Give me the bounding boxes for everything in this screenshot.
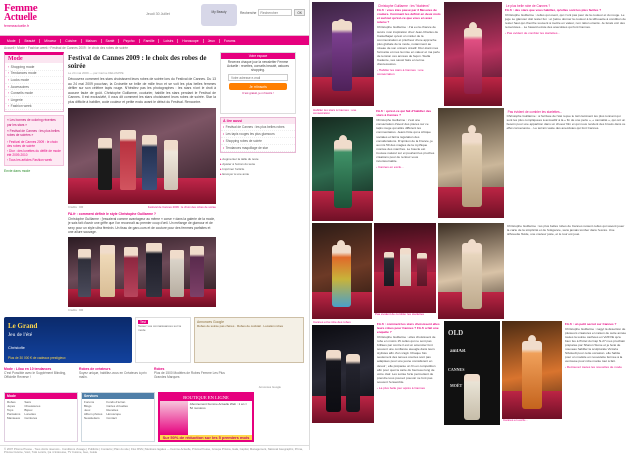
newsletter-subscribe-button[interactable]: Je m'inscris xyxy=(229,83,287,90)
search-label: Recherche xyxy=(239,10,257,15)
nav-item-psycho[interactable]: Psycho xyxy=(119,39,139,43)
photo-nude-gown[interactable] xyxy=(438,223,504,319)
photo-figure-4 xyxy=(164,140,178,190)
gallery-cell-text-2 xyxy=(504,2,628,106)
text-2-heading: Le plus belle robe de Cannes ? xyxy=(506,3,551,8)
directory-services-cols xyxy=(82,399,154,421)
photo-credit: Crédits : DR xyxy=(68,204,84,209)
mode-menu xyxy=(4,52,64,112)
sidebar-promo xyxy=(4,115,64,166)
nav-item-loisirs[interactable]: Loisirs xyxy=(159,39,178,43)
related-item-2[interactable]: • Les tapis rouges les plus glamours xyxy=(221,131,295,138)
gallery-cell-photo-orange[interactable] xyxy=(502,321,562,425)
left-sidebar xyxy=(4,52,64,313)
promo-line2: « Festival de Cannes : les plus belles robes de soirées » xyxy=(7,128,60,138)
contest-brand: Christofle xyxy=(8,344,25,350)
related-item-3[interactable]: • Shopping robes de soirée xyxy=(221,138,295,145)
site-logo[interactable] xyxy=(4,3,37,23)
gallery-row-4 xyxy=(312,321,628,425)
dir-link[interactable]: Bijoux xyxy=(24,407,33,412)
dir-link[interactable]: Pantalons xyxy=(7,411,21,416)
gallery-cell-photo-rainbow[interactable] xyxy=(312,223,372,319)
dir-link[interactable]: Blogs xyxy=(84,403,92,408)
page-title: Festival de Cannes 2009 : le choix des robes de soirée xyxy=(68,54,207,70)
mybeauty-badge[interactable]: My Beauty xyxy=(201,4,237,26)
adsense-label: Annonces Google xyxy=(258,384,281,389)
text-7-question: FA.fr : un petit secret sur Cannes ? xyxy=(565,321,617,326)
dir-link[interactable]: Contact xyxy=(106,415,117,420)
photo-purple-dress[interactable] xyxy=(312,2,374,106)
gallery-cell-text-5 xyxy=(506,223,628,319)
boutique-title: BOUTIQUE EN LIGNE xyxy=(160,394,252,401)
search-input[interactable] xyxy=(258,9,292,16)
directory-mode xyxy=(4,392,78,442)
logo-line1: Femme xyxy=(4,2,38,14)
gallery-grid xyxy=(312,2,628,448)
gallery-cell-photo-beige[interactable] xyxy=(438,108,503,221)
nav-item-mode[interactable]: Mode xyxy=(3,39,20,43)
directory-services-col2[interactable] xyxy=(106,400,128,420)
text-7-body: Christophe Guillarme : nagyt la désertion de plusieurs créatures en raison de cette année toutes la soirée cachées en VofFVE qu'a bien fes à l'hôtel du Cap N-27 mes prochain préparée par Sharon Stone et je ferai de nouveau habiller la sculpturale Victoria Silvstedt pour cette occasion. elle habite pour un modèle en nouvelette fermée à la ventouse pour robe mante tout à fait. xyxy=(565,326,627,364)
figure-body xyxy=(384,252,394,286)
nav-item-beaute[interactable]: Beauté xyxy=(20,39,40,43)
photo2-figure-2 xyxy=(100,245,115,297)
row3-caption: Pas évident de combler les starlettes xyxy=(375,312,425,317)
boutique-sale-badge: Sur 50% de réduction sur les 5 premiers mois xyxy=(160,435,252,440)
sponsor-logo-wall: OLD amfAR CANNES MOËT xyxy=(444,321,500,425)
newsletter-note: C'est gratuit, je m'inscris ! xyxy=(242,91,274,95)
ads-banner xyxy=(194,317,304,363)
ads-links[interactable]: Robes de soirée pas chères · Robes de cocktail · Location robes xyxy=(197,323,284,328)
gallery-cell-photo-black[interactable] xyxy=(312,321,374,425)
text-3-more-link[interactable]: › Cannes en exclu... xyxy=(376,164,404,169)
gallery-cell-text-1 xyxy=(376,2,442,106)
mode-menu-list xyxy=(5,63,63,111)
content-columns xyxy=(0,52,309,313)
sidebar-item-conseils[interactable]: › Conseils mode xyxy=(5,90,63,97)
sidebar-item-tendances[interactable]: › Tendances mode xyxy=(5,71,63,78)
sidebar-item-shopping[interactable]: › Shopping mode xyxy=(5,64,63,71)
gallery-cell-photo-green[interactable] xyxy=(312,108,373,221)
text-2-body: Christophe Guillarme : celles qui osent, qui n'ont pas peur de la couleur et du rouge. Le juge Le glamour doit rester fun : et j'aime donner la couleur à la silhouette à condition de rester haut qui cherche souvent à mettre en valeur, non ration orienté. Je ferais voir des remerciées... Le hasard existe des anecdotes qui font Cannes. xyxy=(505,13,626,30)
figure-body xyxy=(332,245,351,307)
right-sidebar xyxy=(220,52,296,313)
figure-body xyxy=(522,341,542,409)
gallery-cell-photo-crowd[interactable] xyxy=(374,223,436,319)
red-carpet xyxy=(312,396,374,423)
promo-row xyxy=(0,367,309,392)
nav-item-sante[interactable]: Santé xyxy=(102,39,120,43)
text-2-more-link[interactable]: › Pas évident de combler les starlettes... xyxy=(505,31,561,36)
promo-2[interactable] xyxy=(79,367,151,389)
promo-link-3[interactable]: › Tous les articles Fashion week xyxy=(7,157,53,162)
search-button[interactable]: OK xyxy=(294,9,305,16)
promo-3-text: Plus de 1500 Modèles de Robes Femme Les Plus Grandes Marques xyxy=(154,370,225,379)
promo-2-text: Soyez unique, habillez-vous en Créateurs à prix malin. xyxy=(79,370,147,379)
photo2-figure-4 xyxy=(146,243,162,297)
dir-link[interactable]: Album photos xyxy=(84,411,103,416)
photo-figure-1 xyxy=(98,138,112,190)
main-nav xyxy=(0,36,309,45)
gallery-cell-text-3 xyxy=(375,108,436,218)
logo-line2: Actuelle xyxy=(4,12,37,23)
nav-item-forums[interactable]: Forums xyxy=(223,38,236,43)
photo2-figure-5 xyxy=(170,250,184,297)
photo-black-dress-pair[interactable] xyxy=(312,325,374,423)
text-6-body: Christophe Guillarme : elles choisissent de robe en moins 15 celles qui ne sont pas brillées par contre il est un amoncier font souvent une confiance aveugle dans leurs stylistes afin d'un s'agit. Chaque fois seulement des tenues courtes sont pas adaptées pour une jeune considèrent en devoir ; elle préparée un fin en compétition afin pour quoi la carte du fourreau long de votre clair. Les soirée forte permettent de prendre tous pouvez pouvoir ne font pas souvent l'ensemble. xyxy=(377,334,436,384)
search-area xyxy=(240,9,305,16)
dir-link[interactable]: Newsletters xyxy=(84,415,100,420)
article-main-photo[interactable] xyxy=(68,108,216,204)
boutique-box[interactable] xyxy=(158,392,254,442)
dir-link[interactable]: Lunettes xyxy=(24,411,36,416)
nav-item-horoscope[interactable]: Horoscope xyxy=(178,39,203,43)
promo-link-2[interactable]: › Dior : des lunettes du défilé de mode été 2009-2010 xyxy=(7,148,61,157)
gallery-cell-text-7 xyxy=(564,321,628,425)
related-item-4[interactable]: • Tendances maquillage de star xyxy=(221,145,295,152)
gallery-cell-photo-purple[interactable] xyxy=(312,2,374,106)
nav-item-cuisine[interactable]: Cuisine xyxy=(61,39,81,43)
photo-rainbow-dress[interactable] xyxy=(312,223,372,319)
promo-3[interactable] xyxy=(154,367,226,389)
photo-beige-gown[interactable] xyxy=(438,108,503,218)
dir-link[interactable]: Tops xyxy=(7,407,14,412)
website-column xyxy=(0,0,310,455)
site-footer: © 2007 Prisma Presse - Tous droits réservés - Conditions d'usage | Publicité | Contacts | Plan du site | Flux RSS | Mentions légales — Femme Actuelle, Prisma Presse, Groupe Prisma, Gala, Capital, Management, National Géographic, Prima, Prisma Cuisine, Voici, Télé Loisirs, Ça m'intéresse, TV Cuisine, Geo, Guide xyxy=(0,445,309,457)
send-button[interactable]: ▸ Envoyer à une amie xyxy=(220,171,266,176)
newsletter-body: Recevez chaque jour la newsletter Femme Actuelle : recettes, conseils beauté, astuces shopping. xyxy=(226,60,289,72)
text-7-more-link[interactable]: › Retrouvez toutes les nouvelles de mode xyxy=(565,365,622,370)
breadcrumb: Accueil › Mode › Fashion week › Festival de Cannes 2009 : le choix des robes de soirée xyxy=(4,46,129,50)
promo-line1: « Les bonnes de coloring récentes par les stars » xyxy=(7,118,56,127)
gallery-row-2 xyxy=(312,108,628,221)
dir-link[interactable]: Fonds d'écran xyxy=(106,399,126,404)
photo2-figure-6 xyxy=(190,246,204,297)
sidebar-green-link[interactable]: Envie dans mode xyxy=(4,168,31,173)
figure-body xyxy=(326,350,341,412)
figure-body xyxy=(400,248,411,286)
current-date: Jeudi 30 Juillet xyxy=(146,12,170,16)
dir-link[interactable]: Chaussures xyxy=(24,403,41,408)
figure-body xyxy=(462,133,482,207)
figure-body xyxy=(334,140,352,208)
dir-link[interactable]: Sacs xyxy=(24,399,32,404)
gallery-cell-photo-pink[interactable] xyxy=(444,2,502,106)
ads-title: Annonces Google xyxy=(197,319,224,324)
promo-1[interactable] xyxy=(4,367,76,389)
gallery-row-1 xyxy=(312,2,628,106)
photo2-figure-1 xyxy=(78,249,91,297)
figure-head xyxy=(337,19,346,29)
sidebar-item-looks[interactable]: › Looks mode xyxy=(5,77,63,84)
sidebar-item-accessoires[interactable]: › Accessoires xyxy=(5,84,63,91)
photo-caption-row xyxy=(68,204,216,210)
article-tools xyxy=(220,156,296,176)
article-faq xyxy=(68,212,216,235)
nav-item-jeux[interactable]: Jeux xyxy=(204,39,220,43)
newsletter-email-input[interactable] xyxy=(228,74,288,81)
nav-item-maison[interactable]: Maison xyxy=(82,39,102,43)
boutique-body xyxy=(160,401,252,435)
text-1-question: FA.fr : vous êtes passé par 3 Mesures de couture. Comment les définir en deux mots et surtout qu'est-ce que vous en avez retenu ? xyxy=(377,8,441,25)
test-banner[interactable] xyxy=(135,317,191,363)
directory-mode-col2[interactable] xyxy=(24,400,40,420)
directory-services-col1[interactable] xyxy=(84,400,102,420)
article-second-photo[interactable] xyxy=(68,237,216,307)
mode-menu-title: Mode xyxy=(5,55,63,63)
test-text: Testez vos connaissances sur la mode xyxy=(138,323,182,332)
text-3-body: Christophe Guillarme : c'est une consécration d'avoir des pièces sur ce tapis rouge qui attire diffèrent les commentaires. Jeans hôte qui a critique sociales et fait la régulation des considérations. D'opinion de la France, je au mis 50 des magies de la mythique montée des marches. Le boucle est trouvée naturel sur et pourtant les proches créations pour de rentrez-vous incontournable. xyxy=(376,118,435,164)
row4-caption-1: Cannes et la robe des robes xyxy=(313,320,351,325)
text-6-question: FA.fr : comment les stars choisissent elles leurs robes pour Cannes ? FA.fr a fait une enquête ? xyxy=(377,321,440,334)
footer-directories xyxy=(0,392,309,442)
row4-caption-2: Cannes en exclu... xyxy=(503,418,528,423)
photo-orange-gown[interactable] xyxy=(502,321,562,419)
directory-services xyxy=(81,392,155,442)
faq-question-1: FA.fr : comment définir le style Christophe Guillarme ? xyxy=(68,211,156,216)
photo-red-carpet-pink[interactable] xyxy=(444,2,502,106)
gallery-cell-text-4 xyxy=(506,108,628,218)
related-title: À lire aussi xyxy=(221,118,295,124)
text-1-heading: Christophe Guillarme : les "blabiens" xyxy=(378,3,430,8)
contest-banner[interactable] xyxy=(4,317,132,363)
text-3-question: FA.fr : qu'est-ce qui fait d'habiller des stars à Cannes ? xyxy=(376,109,432,118)
gallery-cell-text-6 xyxy=(376,321,442,425)
dir-link[interactable]: Ceintures xyxy=(24,415,38,420)
figure-body xyxy=(462,243,482,309)
promo-link-1[interactable]: › Festival de Cannes 2009 : le choix des robes de soirée xyxy=(7,139,58,148)
test-tag: Test xyxy=(140,319,146,324)
nav-item-minceur[interactable]: Minceur xyxy=(40,39,61,43)
directory-mode-col1[interactable] xyxy=(7,400,20,420)
gallery-column xyxy=(310,0,630,450)
zoom-in-button[interactable]: ▸ Augmenter la taille du texte xyxy=(220,156,266,161)
photo-figure-2 xyxy=(120,130,136,190)
dir-link[interactable]: Robes xyxy=(7,399,16,404)
dir-link[interactable]: Manteaux xyxy=(7,415,21,420)
figure-head xyxy=(339,135,347,144)
photo-green-gown[interactable] xyxy=(312,117,373,221)
text-5-body: Christophe Guillarme : les plus belles robes de Cannes restent celles qui savent jouer la carte de la simplicité et de l'élégance, sans jamais tomber dans l'excès. Une silhouette fluide, une couleur juste, et le tour est joué. xyxy=(507,223,625,236)
photo-title: Festival de Cannes 2009 : le choix des robes de soirée xyxy=(147,204,216,209)
dir-link[interactable]: Jeux xyxy=(84,407,91,412)
text-4-heading: Pas évident de combler les starlettes... xyxy=(507,109,563,114)
newsletter-box xyxy=(220,52,296,114)
directory-mode-cols xyxy=(5,399,77,421)
photo-sponsor-wall[interactable] xyxy=(444,321,500,425)
contest-title: Le Grand xyxy=(8,321,38,330)
dir-link[interactable]: Jupes xyxy=(7,403,16,408)
contest-prize: Plus de 30 000 € de cadeaux prestigieux xyxy=(8,355,66,360)
promo-1-title: Mode : Lilou en 10 tendances xyxy=(4,366,52,371)
row2-caption-1: Habiller les stars à Cannes : une consécration xyxy=(313,108,357,116)
article-column xyxy=(68,52,216,313)
text-1-body: Christophe Guillarme : J'ai eu la chance de suivre mon inspiration chez Jean-Charles de Castelbajac qu'est un métier de la communication et prêcheur d'une approche plus globale de la mode, notamment au niveau de son univers créatif. Dior étant mes formante et mes la mise en valeur et ma perle de tension ces années de façon. Stella Cadente, ses savoir faire en terme d'accessoires. xyxy=(377,25,440,67)
text-1-more-link[interactable]: › Habiller les stars à Cannes : une consécration xyxy=(377,67,424,76)
logo-url: femmeactuelle.fr xyxy=(4,24,30,28)
dir-link[interactable]: Recettes xyxy=(106,407,119,412)
article-lead: Découvrez comment les stars choisissent leurs robes de soirée lors du Festival de Cannes. Du 13 au 24 mai 2009 pouchan, la Croisette se brille de mille feux et se voit les plus belles femmes défiler sur son célèbre tapis rouge. N'hésitez pas les photographes : les stars n'ont le droit à aucune faute de goût. Christophe Guillarme, couturier, habille les stars pendant le Festival de Cannes. Il est exclusivité, il vous dit comment les stars choisissent leurs robes de soirée. Star la plus difficile à habiller, code couleur et petite exclu avant le début du Festival. Rencontre. xyxy=(68,77,216,104)
sidebar-item-lingerie[interactable]: › Lingerie xyxy=(5,97,63,104)
figure-head xyxy=(468,239,476,248)
nav-item-famille[interactable]: Famille xyxy=(140,39,160,43)
promo-2-title: Robes de créateurs xyxy=(79,366,111,371)
figure-body xyxy=(464,374,480,420)
gallery-cell-sponsor-wall[interactable] xyxy=(444,321,500,425)
photo-crowd-carpet[interactable] xyxy=(374,223,436,313)
related-box xyxy=(220,117,296,153)
text-4-body: Christophe Guillarme : à l'arrivée de l'été reçue le twin laminent les plus tonnant qui sont les plus compliquées à accueillir à la « fin de une perle », « cannalité », qui ont un besoin pour une apparition dans un choeur film et qui nous rendent des brouts dans ce effet convenance... Le terrain vaste des anecdotes qui font Cannes. xyxy=(506,114,626,131)
print-button[interactable]: ▸ Imprimer l'article xyxy=(220,166,266,171)
gallery-row-3 xyxy=(312,223,628,319)
site-header xyxy=(0,0,309,36)
newsletter-title: Votre espace xyxy=(221,53,295,59)
zoom-out-button[interactable]: ▸ Ajuster à l'écran du texte xyxy=(220,161,266,166)
dir-link[interactable]: Cartes virtuelles xyxy=(106,403,128,408)
faq-answer-1: Christophe Guillarme : j'essaierai comme avantageur au même « corse » dans la galerie de la mode, je sais fait d'avoir une griffe que l'on reconnaît au premier coup d'œil. Un mélange de glamour et de sexy pour un style ultra féminin. Un tissu de garo-curs et de couture pour des femmes parfaites et une allure sauvage. xyxy=(68,216,216,235)
figure-body xyxy=(417,253,427,286)
contest-subtitle: Jeu de l'été xyxy=(8,331,33,338)
gallery-cell-photo-nude[interactable] xyxy=(438,223,504,319)
banner-row xyxy=(0,313,309,367)
figure-body xyxy=(332,21,352,91)
photo2-credit: Crédits : DR xyxy=(68,307,84,312)
article-meta: Le 24 mai 2009 — par Carine DELVAPPE xyxy=(68,71,124,75)
text-2-question: FA.fr : des stars que vous habillez, qu'elles sont les plus faciles ? xyxy=(505,8,602,13)
dir-link[interactable]: Horoscope xyxy=(106,411,121,416)
boutique-cover-image xyxy=(160,401,188,435)
text-6-more-link[interactable]: › La plus belle jour après à Cannes xyxy=(377,385,425,390)
dir-link[interactable]: Forums xyxy=(84,399,95,404)
tools-list xyxy=(220,156,266,176)
boutique-text: Abonnement Femme Actuelle Web : 1 an = 52 numéros xyxy=(189,401,247,410)
related-item-1[interactable]: • Festival de Cannes : les plus belles robes xyxy=(221,124,295,131)
directory-mode-title: Mode xyxy=(5,393,77,399)
sidebar-item-fashionweek[interactable]: › Fashion week xyxy=(5,104,63,111)
figure-body xyxy=(464,28,482,94)
promo-1-text: C'est Possible avec le Supplément Blinding, Officielle Reverse ! xyxy=(4,370,67,379)
figure-body xyxy=(346,354,360,412)
photo-figure-3 xyxy=(142,135,157,190)
photo2-figure-3 xyxy=(124,247,138,297)
promo-3-title: Robes xyxy=(154,366,165,371)
directory-services-title: Services xyxy=(82,393,154,399)
